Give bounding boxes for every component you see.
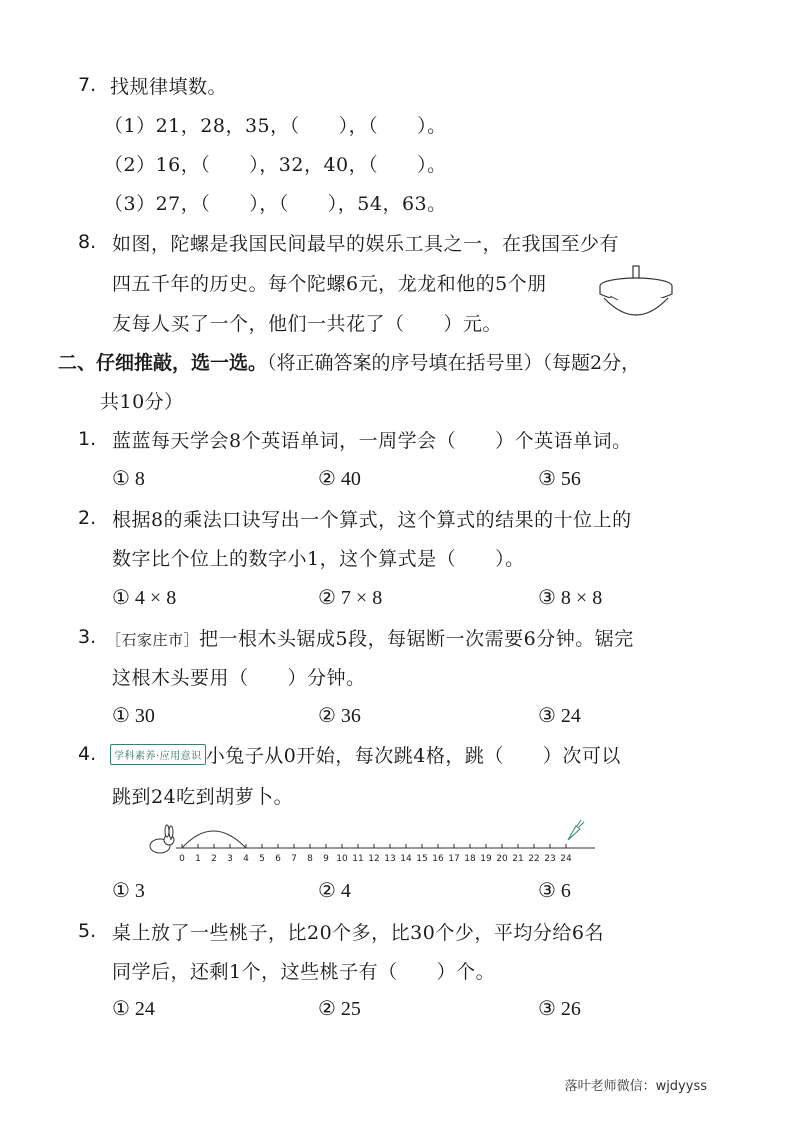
number-line — [140, 818, 610, 870]
tick-label: 24 — [560, 854, 572, 864]
mc1-number: 1. — [78, 428, 97, 450]
tick-label: 16 — [432, 854, 444, 864]
q7-title: 找规律填数。 — [110, 76, 228, 98]
tick-label: 10 — [336, 854, 348, 864]
mc5-number: 5. — [78, 920, 97, 942]
mc4-option-3: ③ 6 — [538, 880, 571, 902]
tick-label: 0 — [179, 854, 185, 864]
spinning-top-illustration — [598, 262, 678, 332]
mc2-number: 2. — [78, 507, 97, 529]
tick-label: 17 — [448, 854, 460, 864]
mc4-option-2: ② 4 — [318, 880, 351, 902]
tick-label: 5 — [259, 854, 265, 864]
q8-line-2: 四五千年的历史。每个陀螺6元，龙龙和他的5个朋 — [112, 273, 547, 295]
section-2-note: （将正确答案的序号填在括号里）（每题2分， — [267, 352, 641, 374]
q8-number: 8. — [78, 231, 97, 253]
tick-label: 9 — [323, 854, 329, 864]
tick-label: 11 — [352, 854, 364, 864]
mc3-line-1 — [106, 624, 634, 651]
mc3-option-2: ② 36 — [318, 705, 361, 727]
mc2-option-2: ② 7 × 8 — [318, 587, 383, 609]
mc3-source: ［石家庄市］ — [106, 631, 200, 649]
tick-label: 20 — [496, 854, 508, 864]
mc4-line-2: 跳到24吃到胡萝卜。 — [112, 786, 294, 808]
mc1-option-3: ③ 56 — [538, 468, 581, 490]
mc3-option-1: ① 30 — [112, 705, 155, 727]
mc5-option-2: ② 25 — [318, 998, 361, 1020]
section-2-note-cont: 共10分） — [100, 391, 184, 413]
mc2-option-1: ① 4 × 8 — [112, 587, 177, 609]
carrot-icon — [568, 820, 584, 840]
mc2-line-2: 数字比个位上的数字小1，这个算式是（ ）。 — [112, 548, 525, 570]
tick-label: 8 — [307, 854, 313, 864]
mc5-option-3: ③ 26 — [538, 998, 581, 1020]
tick-label: 3 — [227, 854, 233, 864]
q7-line-3: （3）27，（ ），（ ），54，63。 — [104, 193, 447, 215]
tick-label: 18 — [464, 854, 476, 864]
mc1-option-1: ① 8 — [112, 468, 145, 490]
mc1-line-1: 蓝蓝每天学会8个英语单词，一周学会（ ）个英语单词。 — [112, 430, 632, 452]
tick-label: 15 — [416, 854, 428, 864]
mc4-text-1: 小兔子从0开始，每次跳4格，跳（ ）次可以 — [205, 745, 621, 767]
mc2-line-1: 根据8的乘法口诀写出一个算式，这个算式的结果的十位上的 — [112, 509, 632, 531]
tick-label: 4 — [243, 854, 249, 864]
mc4-tag: 学科素养·应用意识 — [110, 744, 206, 765]
mc5-line-1: 桌上放了一些桃子，比20个多，比30个少，平均分给6名 — [112, 922, 604, 944]
tick-label: 14 — [400, 854, 412, 864]
tick-label: 6 — [275, 854, 281, 864]
section-2-title: 二、仔细推敲，选一选。 — [58, 352, 268, 374]
mc4-number: 4. — [78, 743, 97, 765]
q8-line-3: 友每人买了一个，他们一共花了（ ）元。 — [112, 313, 503, 335]
rabbit-icon — [150, 825, 174, 853]
tick-label: 7 — [291, 854, 297, 864]
q7-line-1: （1）21，28，35，（ ），（ ）。 — [104, 115, 447, 137]
section-2-heading — [58, 348, 640, 375]
footer-contact: 落叶老师微信：wjdyyss — [564, 1079, 707, 1094]
tick-label: 2 — [211, 854, 217, 864]
mc1-option-2: ② 40 — [318, 468, 361, 490]
mc3-text-1: 把一根木头锯成5段，每锯断一次需要6分钟。锯完 — [199, 628, 634, 650]
tick-label: 12 — [368, 854, 380, 864]
tick-label: 22 — [528, 854, 540, 864]
tick-label: 1 — [195, 854, 201, 864]
q7-number: 7. — [78, 74, 97, 96]
q7-line-2: （2）16，（ ），32，40，（ ）。 — [104, 154, 447, 176]
tick-label: 21 — [512, 854, 524, 864]
tick-label: 13 — [384, 854, 396, 864]
q8-line-1: 如图，陀螺是我国民间最早的娱乐工具之一，在我国至少有 — [112, 233, 620, 255]
mc4-line-1 — [110, 741, 621, 768]
mc3-number: 3. — [78, 626, 97, 648]
mc4-option-1: ① 3 — [112, 880, 145, 902]
tick-label: 19 — [480, 854, 492, 864]
mc3-option-3: ③ 24 — [538, 705, 581, 727]
mc5-line-2: 同学后，还剩1个，这些桃子有（ ）个。 — [112, 961, 496, 983]
mc5-option-1: ① 24 — [112, 998, 155, 1020]
mc3-line-2: 这根木头要用（ ）分钟。 — [112, 667, 366, 689]
tick-label: 23 — [544, 854, 556, 864]
mc2-option-3: ③ 8 × 8 — [538, 587, 603, 609]
